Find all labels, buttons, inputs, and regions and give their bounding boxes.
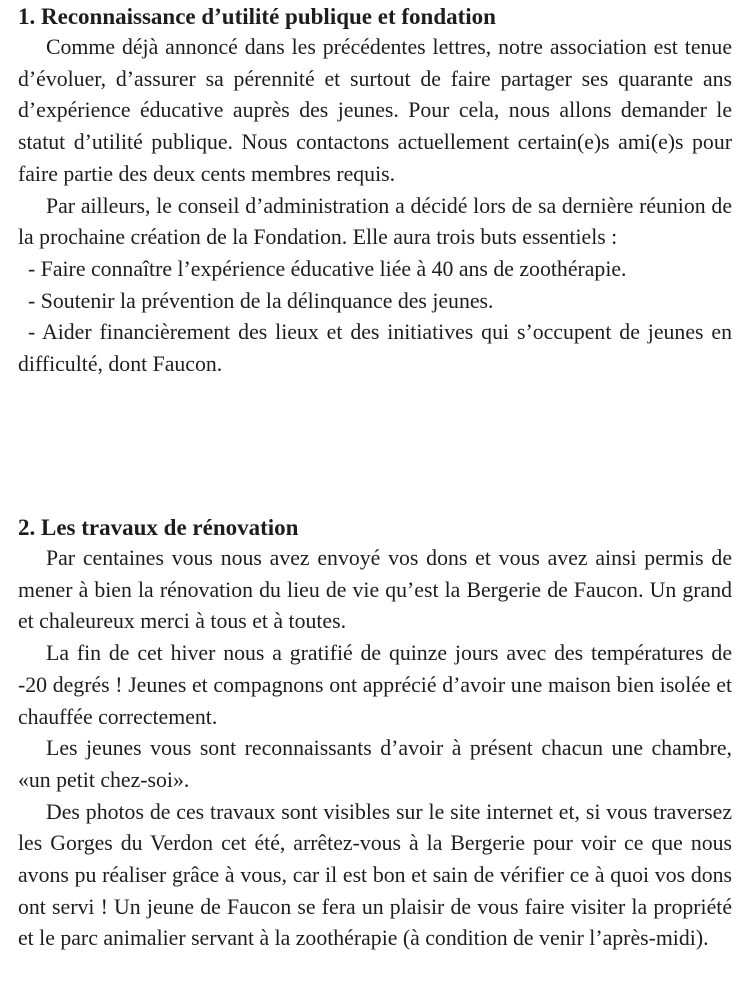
- list-item: - Aider financièrement des lieux et des initiatives qui s’occupent de jeunes en difficulté, dont Faucon.: [18, 320, 732, 377]
- section-travaux-renovation: [18, 513, 732, 955]
- list-item: - Faire connaître l’expérience éducative liée à 40 ans de zoothérapie.: [28, 256, 627, 281]
- paragraph: La fin de cet hiver nous a gratifié de quinze jours avec des températures de -20 degrés ! Jeunes et compagnons ont apprécié d’avoir une maison bien isolée et chauffée correctement.: [18, 641, 732, 729]
- paragraph: Les jeunes vous sont reconnaissants d’avoir à présent chacun une chambre, «un petit chez-soi».: [18, 736, 732, 792]
- section-heading: 2. Les travaux de rénovation: [18, 515, 299, 540]
- paragraph: Des photos de ces travaux sont visibles sur le site internet et, si vous traversez les Gorges du Verdon cet été, arrêtez-vous à la Bergerie pour voir ce que nous avons pu réaliser grâce à vous, car il est bon et sain de vérifier ce à quoi vos dons ont servi ! Un jeune de Faucon se fera un plaisir de vous faire visiter la propriété et le parc animalier servant à la zoothérapie (à condition de venir l’après-midi).: [18, 799, 732, 951]
- list-item: - Soutenir la prévention de la délinquance des jeunes.: [28, 288, 494, 313]
- paragraph: Par centaines vous nous avez envoyé vos dons et vous avez ainsi permis de mener à bien la rénovation du lieu de vie qu’est la Bergerie de Faucon. Un grand et chaleureux merci à tous et à toutes.: [18, 546, 732, 634]
- section-utilite-publique: [18, 2, 732, 381]
- paragraph: Par ailleurs, le conseil d’administration a décidé lors de sa dernière réunion de la prochaine création de la Fondation. Elle aura trois buts essentiels :: [18, 193, 732, 250]
- section-heading: 1. Reconnaissance d’utilité publique et fondation: [18, 4, 496, 29]
- paragraph: Comme déjà annoncé dans les précédentes lettres, notre association est tenue d’évoluer, d’assurer sa pérennité et surtout de faire partager ses quarante ans d’expérience éducative auprès des jeunes. Pour cela, nous allons demander le statut d’utilité publique. Nous contactons actuellement certain(e)s ami(e)s pour faire partie des deux cents membres requis.: [18, 35, 732, 186]
- document-page: [18, 2, 732, 951]
